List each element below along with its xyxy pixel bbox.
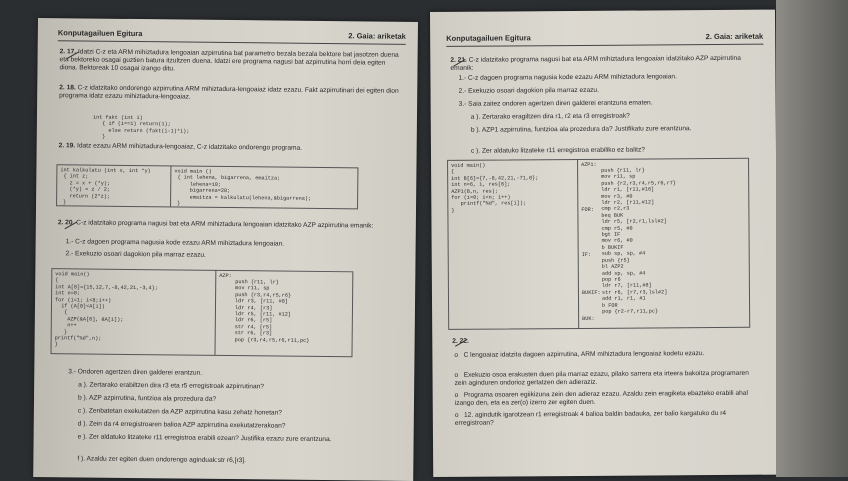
question-b: b ). AZP azpirrutina, funtzioa ala prozedura da? bbox=[77, 394, 217, 403]
section-title: 2. Gaia: ariketak bbox=[705, 31, 764, 42]
question-d: d ). Zein da r4 erregistroaren balioa AZP azpirrutina exekutatzerakoan? bbox=[77, 420, 286, 430]
item-text: Exekuzio osoa erakusten duen pila marraz ezazu, pilako sarrera eta irteera bakoitza programaren zein aginduren ondorioz gertatzen den adieraziz. bbox=[454, 369, 749, 388]
bullet-icon: o bbox=[454, 411, 465, 419]
question-c: c ). Zenbatetan exekutatzen da AZP azpirrutina kasu zehatz honetan? bbox=[77, 407, 282, 417]
code-main-19: void main () { int lehena, bigarrena, emaitza; lehena=10; bigarrena=20; emaitza = kalkulatu(lehena,&bigarrena); } bbox=[174, 168, 312, 207]
code-kalkulatu: int kalkulatu (int x, int *y) { int z; z = x + (*y); (*y) = z / 2; return (2*z); } bbox=[60, 167, 151, 206]
exercise-text: C-z idatzitako ondorengo azpirrutina ARM mihiztadura-lengoaiaz idatz ezazu. Fakt azpirrutinari dei egiten dion programa idatz ezazu mihiztadura-lengoaiaz. bbox=[59, 84, 399, 101]
exercise-number: 2. 22. bbox=[452, 337, 469, 345]
question-a: a ). Zertarako eragiltzen dira r1, r2 eta r3 erregistroak? bbox=[470, 112, 630, 121]
exercise-text: Idatz ezazu ARM mihiztadura-lengoaiaz, C-z idatzitako ondorengo programa. bbox=[76, 142, 303, 152]
exercise-20-item-2: 2.- Exekuzio osoari dagokion pila marraz ezazu. bbox=[65, 250, 206, 259]
exercise-22-item-3 bbox=[455, 390, 755, 409]
bullet-icon: o bbox=[454, 371, 464, 379]
code-main-20: void main() { int A[8]={15,12,7,-8,42,21,-3,4}; int n=0; for (i=1; i<8;i++) if (A[0]<A[i]) { AZP(&A[0], &A[i]); n++ } printf("%d",n); } bbox=[54, 271, 158, 348]
exercise-20 bbox=[58, 219, 398, 231]
exercise-number: 2. 20. bbox=[57, 219, 75, 227]
page-header bbox=[446, 32, 763, 47]
code-fakt: int fakt (int i) { if (i==1) return(1); else return (fakt(i-1)*i); } bbox=[92, 114, 190, 140]
page-header bbox=[58, 28, 406, 45]
exercise-18 bbox=[59, 84, 399, 104]
exercise-22-item-2 bbox=[455, 370, 755, 389]
item-text: Programa osoaren egiikizuna zein den adieraz ezazu. Azaldu zein eragiketa ebazteko erabili ahal izango den, eta ea zer(o) izerro zer egiten duen. bbox=[454, 389, 748, 408]
question-b: b ). AZP1 azpirrutina, funtzioa ala prozedura da? Justifikatu zure erantzuna. bbox=[470, 125, 692, 134]
question-f: f ). Azaldu zer egiten duen ondorengo aginduak:str r6,[r3]. bbox=[77, 455, 247, 465]
exercise-21-item-3: 3.- Saia zaitez ondoren agertzen diren galderei erantzuna ematen. bbox=[458, 99, 653, 108]
exercise-19 bbox=[59, 142, 399, 154]
exercise-20-item-1: 1.- C-z dagoen programa nagusia kode ezazu ARM mihiztadura lengoaian. bbox=[65, 238, 285, 248]
question-e: e ). Zer aldatuko litzateke r11 erregistroa erabili ezean? Justifika ezazu zure erantzuna. bbox=[77, 433, 332, 444]
section-title: 2. Gaia: ariketak bbox=[348, 31, 406, 41]
item-text: 12. agindutik igarotzean r1 erregistroak 4 balioa baldin badauka, zer balio kargatuko du r4 erregistroan? bbox=[454, 409, 727, 428]
background-edge bbox=[776, 0, 848, 477]
exercise-20-questions-intro: 3.- Ondoren agertzen diren galderei erantzun. bbox=[68, 368, 203, 377]
exercise-21-item-2: 2.- Exekuzio osoari dagokion pila marraz ezazu. bbox=[458, 86, 599, 95]
exercise-number: 2. 18. bbox=[59, 84, 76, 92]
exercise-text: Idatzi C-z eta ARM mihiztadura lengoaian azpirrutina bat parametro bezala bezala bektore bat jasotzen duena eta bektoreko osagai guztien batura itzultzen duena. Idatzi ere programa nagusi bat azpirrutina horri deia egiten diona. Bektoreak 10 osagai izango ditu. bbox=[59, 48, 399, 73]
exercise-number: 2. 21. bbox=[450, 56, 467, 64]
exercise-text: C-z idatzitako programa nagusi bat eta ARM mihiztadura lengoaian idatzitako AZP azpirrutina emanik: bbox=[76, 219, 374, 230]
bullet-icon: o bbox=[454, 351, 464, 359]
asm-azp: push {r11, lr} mov r11, sp push {r3,r4,r5,r6} ldr r3, [r11, #8] ldr r4, [r3] ldr r5, [r11, #12] ldr r6, [r5] str r4, [r5] str r6, [r3] pop {r3,r4,r5,r6,r11,pc} bbox=[234, 279, 310, 344]
bullet-icon: o bbox=[454, 391, 464, 399]
asm-label-azp: AZP: bbox=[219, 272, 232, 280]
course-title: Konputagailuen Egitura bbox=[57, 28, 143, 39]
exercise-22-item-4 bbox=[455, 410, 755, 429]
exercise-21-item-1: 1.- C-z dagoen programa nagusia kode ezazu ARM mihiztadura lengoaian. bbox=[458, 73, 677, 82]
exercise-number: 2. 19. bbox=[58, 142, 76, 150]
right-page bbox=[430, 10, 778, 477]
exercise-21 bbox=[450, 55, 760, 74]
question-c: c ). Zer aldatuko litzateke r11 erregistroa erabiliko ez balitz? bbox=[470, 146, 645, 155]
asm-azp1: push {r11, lr} mov r11, sp push {r2,r3,r4,r5,r6,r7} ldr r1, [r11,#16] mov r3, #0 ldr r2, [r11,#12] cmp r2,r3 beq BUK ldr r5, [r2,r1,lsl#2] cmp r5, #0 bgt IF mov r6, #0 b BUKIF sub sp, sp, #4 push {r5} bl AZP2 add sp, sp, #4 pop r6 ldr r7, [r11,#8] str r6, [r7,r3,lsl#2] add r1, r1, #1 b FOR pop {r2-r7,r11,pc} bbox=[601, 167, 676, 315]
exercise-22-item-1 bbox=[454, 350, 754, 360]
exercise-text: C-z idatzitako programa nagusi bat eta ARM mihiztadura lengoaian idatzitako AZP azpirrutina emanik: bbox=[450, 54, 741, 73]
exercise-number: 2. 17. bbox=[59, 48, 77, 56]
asm-labels: AZP1: FOR: IF: BUKIF: BUK: bbox=[581, 161, 601, 322]
question-a: a ). Zertarako erabiltzen dira r3 eta r5 erregistroak azpirrutinan? bbox=[78, 381, 264, 391]
exercise-17 bbox=[59, 48, 399, 76]
code-main-21: void main() { int B[6]={7,-8,42,21,-71,0}; int n=6, i, res[6]; AZP1(B,n, res); for (i=0; i<n; i++) printf("%d", res[i]); } bbox=[451, 162, 539, 214]
item-text: C lengoaiaz idatzita dagoen azpirrutina, ARM mihiztadura lengoaiaz kodetu ezazu. bbox=[463, 350, 705, 359]
course-title: Konputagailuen Egitura bbox=[446, 33, 531, 43]
left-page bbox=[33, 18, 418, 481]
